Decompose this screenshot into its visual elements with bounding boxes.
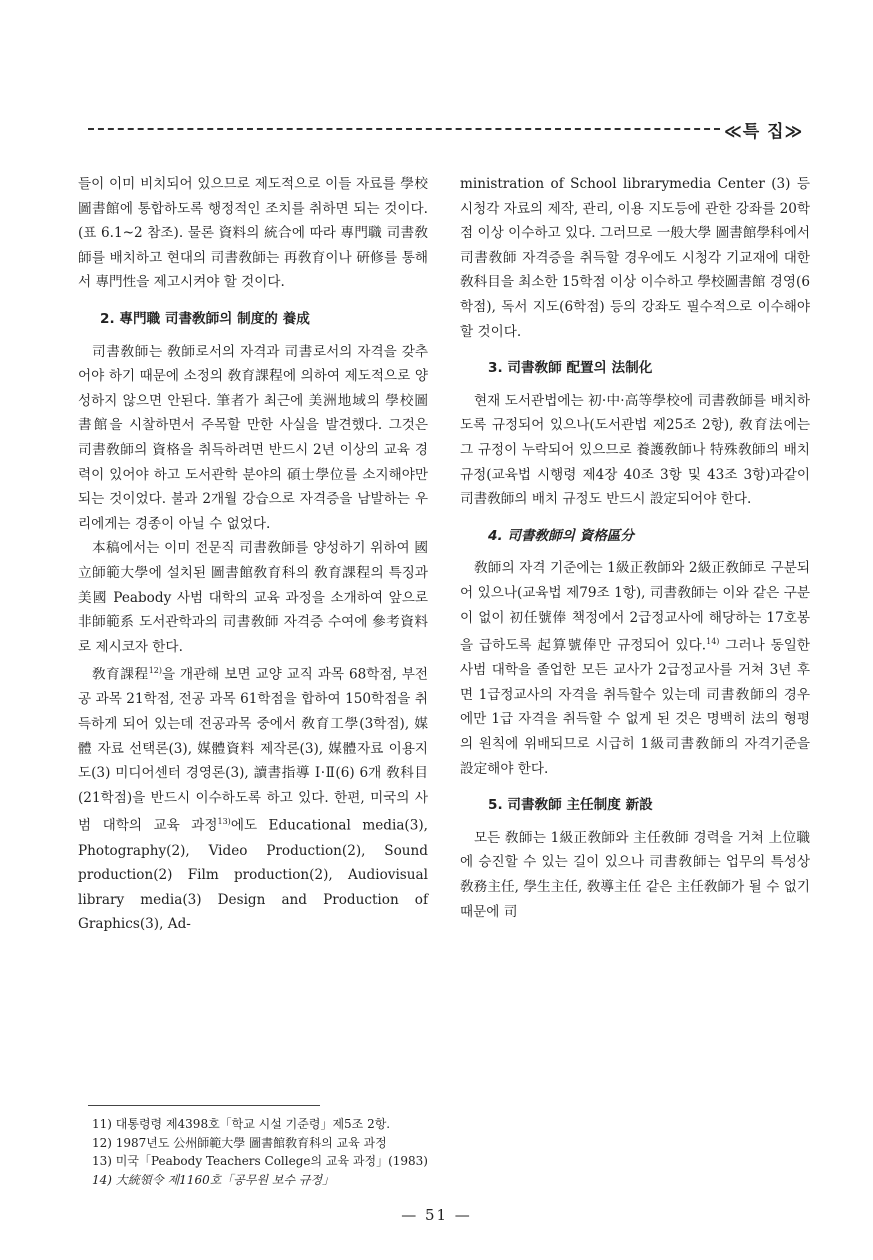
right-column xyxy=(460,172,810,924)
section-heading-4: 4. 司書敎師의 資格區分 xyxy=(488,527,634,544)
left-column xyxy=(78,172,428,937)
footnote-rule xyxy=(88,1105,320,1106)
right-paragraph-1: ministration of School librarymedia Center (3) 등 시청각 자료의 제작, 관리, 이용 지도등에 관한 강좌를 20학점 이상 이수하고 있다. 그러므로 一般大學 圖書館學科에서 司書敎師 자격증을 취득할 경우에도 시청각 기교재에 대한 敎科目을 최소한 15학점 이상 이수하고 學校圖書館 경영(6학점), 독서 지도(6학점) 등의 강좌도 필수적으로 이수해야 할 것이다. xyxy=(460,176,810,340)
footnote-14: 14) 大統領令 제1160호「공무원 보수 규정」 xyxy=(92,1172,335,1187)
left-paragraph-4-end: 에도 Educational media(3), Photography(2), Video Production(2), Sound production(2) Film production(2), Audiovisual library media(3) Design and Production of Graphics(3), Ad- xyxy=(78,817,429,933)
right-paragraph-3-start: 敎師의 자격 기준에는 1級正敎師와 2級正敎師로 구분되어 있으나(교육법 제79조 1항), 司書敎師는 이와 같은 구분이 없이 初任號俸 책정에서 2급정교사에 해당하는 17호봉을 급하도록 起算號俸만 규정되어 있다. xyxy=(460,560,810,654)
section-tag: ≪특 집≫ xyxy=(724,122,804,142)
left-paragraph-4 xyxy=(78,659,428,937)
header-dashed-rule xyxy=(88,128,720,130)
footnote-11: 11) 대통령령 제4398호「학교 시설 기준령」제5조 2항. xyxy=(92,1117,391,1131)
section-heading-2: 2. 專門職 司書敎師의 制度的 養成 xyxy=(100,310,310,327)
right-paragraph-3-end: 그러나 동일한 사범 대학을 졸업한 모든 교사가 2급정교사를 거쳐 3년 후면 1급정교사의 자격을 취득할수 있는데 司書敎師의 경우에만 1급 자격을 취득할 수 없게 된 것은 명백히 法의 형평의 원칙에 위배되므로 시급히 1級司書敎師의 자격기준을 設定해야 한다. xyxy=(460,637,810,777)
left-paragraph-4-start: 敎育課程 xyxy=(92,666,149,683)
footnote-ref-14: 14) xyxy=(706,637,720,647)
footnote-ref-13: 13) xyxy=(217,817,231,827)
right-paragraph-4: 모든 敎師는 1級正敎師와 主任敎師 경력을 거쳐 上位職에 승진할 수 있는 길이 있으나 司書敎師는 업무의 특성상 敎務主任, 學生主任, 敎導主任 같은 主任敎師가 될 수 없기 때문에 司 xyxy=(460,829,810,920)
page-number: — 51 — xyxy=(401,1206,472,1224)
right-paragraph-3 xyxy=(460,556,810,781)
left-paragraph-1: 들이 이미 비치되어 있으므로 제도적으로 이들 자료를 學校圖書館에 통합하도록 행정적인 조치를 취하면 되는 것이다.(표 6.1~2 참조). 물론 資料의 統合에 따라 專門職 司書敎師를 배치하고 현대의 司書敎師는 再敎育이나 硏修를 통해서 專門性을 제고시켜야 할 것이다. xyxy=(78,176,428,291)
footnotes xyxy=(92,1115,692,1189)
left-paragraph-2: 司書敎師는 敎師로서의 자격과 司書로서의 자격을 갖추어야 하기 때문에 소정의 敎育課程에 의하여 제도적으로 양성하지 않으면 안된다. 筆者가 최근에 美洲地域의 學校圖書館을 시찰하면서 주목할 만한 사실을 발견했다. 그것은 司書敎師의 資格을 취득하려면 반드시 2년 이상의 교육 경력이 있어야 하고 도서관학 분야의 碩士學位를 소지해야만 되는 것이었다. 불과 2개월 강습으로 자격증을 남발하는 우리에게는 경종이 아닐 수 없었다. xyxy=(78,343,428,532)
section-heading-3: 3. 司書敎師 配置의 法制化 xyxy=(488,360,653,377)
left-paragraph-4-middle: 을 개관해 보면 교양 교직 과목 68학점, 부전공 과목 21학점, 전공 과목 61학점을 합하여 150학점을 취득하게 되어 있는데 전공과목 중에서 敎育工學(3학점), 媒體 자료 선택론(3), 媒體資料 제작론(3), 媒體자료 이용지도(3) 미디어센터 경영론(3), 讀書指導 Ⅰ·Ⅱ(6) 6개 敎科目(21학점)을 반드시 이수하도록 하고 있다. 한편, 미국의 사범 대학의 교육 과정 xyxy=(78,666,428,834)
footnote-12: 12) 1987년도 公州師範大學 圖書館敎育科의 교육 과정 xyxy=(92,1135,387,1150)
section-heading-5: 5. 司書敎師 主任制度 新設 xyxy=(488,797,653,814)
right-paragraph-2: 현재 도서관법에는 初·中·高等學校에 司書敎師를 배치하도록 규정되어 있으나(도서관법 제25조 2항), 敎育法에는 그 규정이 누락되어 있으므로 養護敎師나 特殊敎師의 배치 규정(교육법 시행령 제4장 40조 3항 및 43조 3항)과같이 司書敎師의 배치 규정도 반드시 設定되어야 한다. xyxy=(460,392,810,508)
footnote-13: 13) 미국「Peabody Teachers College의 교육 과정」(1983) xyxy=(92,1154,428,1168)
left-paragraph-3: 本稿에서는 이미 전문직 司書敎師를 양성하기 위하여 國立師範大學에 설치된 圖書館敎育科의 敎育課程의 특징과 美國 Peabody 사범 대학의 교육 과정을 소개하여 앞으로 非師範系 도서관학과의 司書敎師 자격증 수여에 參考資料로 제시코자 한다. xyxy=(78,540,428,655)
footnote-ref-12: 12) xyxy=(148,666,162,676)
